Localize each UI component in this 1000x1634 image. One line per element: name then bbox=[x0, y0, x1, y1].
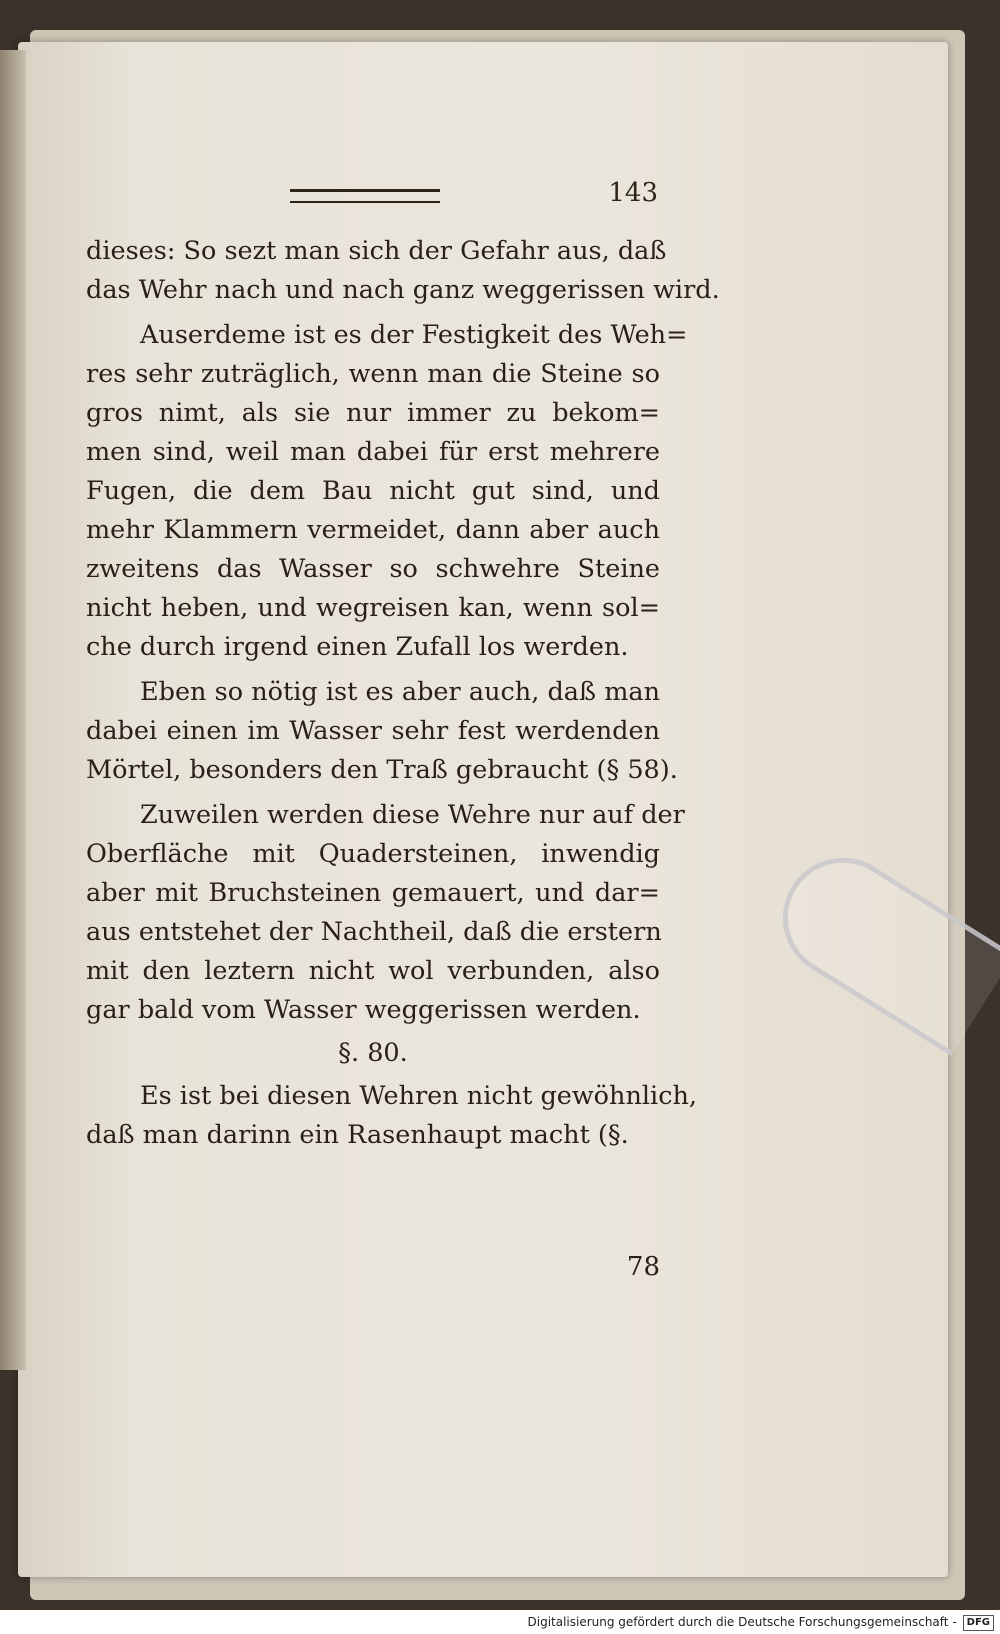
text-line: dieses: So sezt man sich der Gefahr aus, daß bbox=[86, 236, 667, 266]
text-line: Oberfläche mit Quadersteinen, inwendig bbox=[86, 839, 660, 869]
page-number: 143 bbox=[608, 178, 658, 208]
body-text bbox=[86, 232, 720, 1155]
text-line: aus entstehet der Nachtheil, daß die erstern bbox=[86, 917, 662, 947]
text-line: daß man darinn ein Rasenhaupt macht (§. bbox=[86, 1120, 629, 1150]
text-line: gar bald vom Wasser weggerissen werden. bbox=[86, 995, 641, 1025]
text-line: nicht heben, und wegreisen kan, wenn sol= bbox=[86, 593, 660, 623]
footer-credit: Digitalisierung gefördert durch die Deutsche Forschungsgemeinschaft - bbox=[527, 1615, 957, 1629]
text-line: mehr Klammern vermeidet, dann aber auch bbox=[86, 515, 660, 545]
text-line: Eben so nötig ist es aber auch, daß man bbox=[140, 677, 660, 707]
text-line: Mörtel, besonders den Traß gebraucht (§ 58). bbox=[86, 755, 678, 785]
text-line: gros nimt, als sie nur immer zu bekom= bbox=[86, 398, 660, 428]
catchword: 78 bbox=[626, 1252, 660, 1282]
header-rule bbox=[290, 189, 440, 203]
dfg-logo: DFG bbox=[963, 1615, 994, 1631]
facing-page-edge bbox=[0, 50, 26, 1370]
text-line: dabei einen im Wasser sehr fest werdenden bbox=[86, 716, 660, 746]
text-line: das Wehr nach und nach ganz weggerissen wird. bbox=[86, 275, 720, 305]
text-line: Zuweilen werden diese Wehre nur auf der bbox=[140, 800, 685, 830]
text-line: mit den leztern nicht wol verbunden, also bbox=[86, 956, 660, 986]
text-line: men sind, weil man dabei für erst mehrere bbox=[86, 437, 660, 467]
digitization-footer bbox=[0, 1610, 1000, 1634]
text-line: Auserdeme ist es der Festigkeit des Weh= bbox=[140, 320, 688, 350]
text-line: aber mit Bruchsteinen gemauert, und dar= bbox=[86, 878, 660, 908]
text-line: Fugen, die dem Bau nicht gut sind, und bbox=[86, 476, 660, 506]
text-line: che durch irgend einen Zufall los werden. bbox=[86, 632, 629, 662]
text-line: Es ist bei diesen Wehren nicht gewöhnlich, bbox=[140, 1081, 698, 1111]
text-line: zweitens das Wasser so schwehre Steine bbox=[86, 554, 660, 584]
section-heading: §. 80. bbox=[338, 1038, 408, 1068]
text-line: res sehr zuträglich, wenn man die Steine so bbox=[86, 359, 660, 389]
